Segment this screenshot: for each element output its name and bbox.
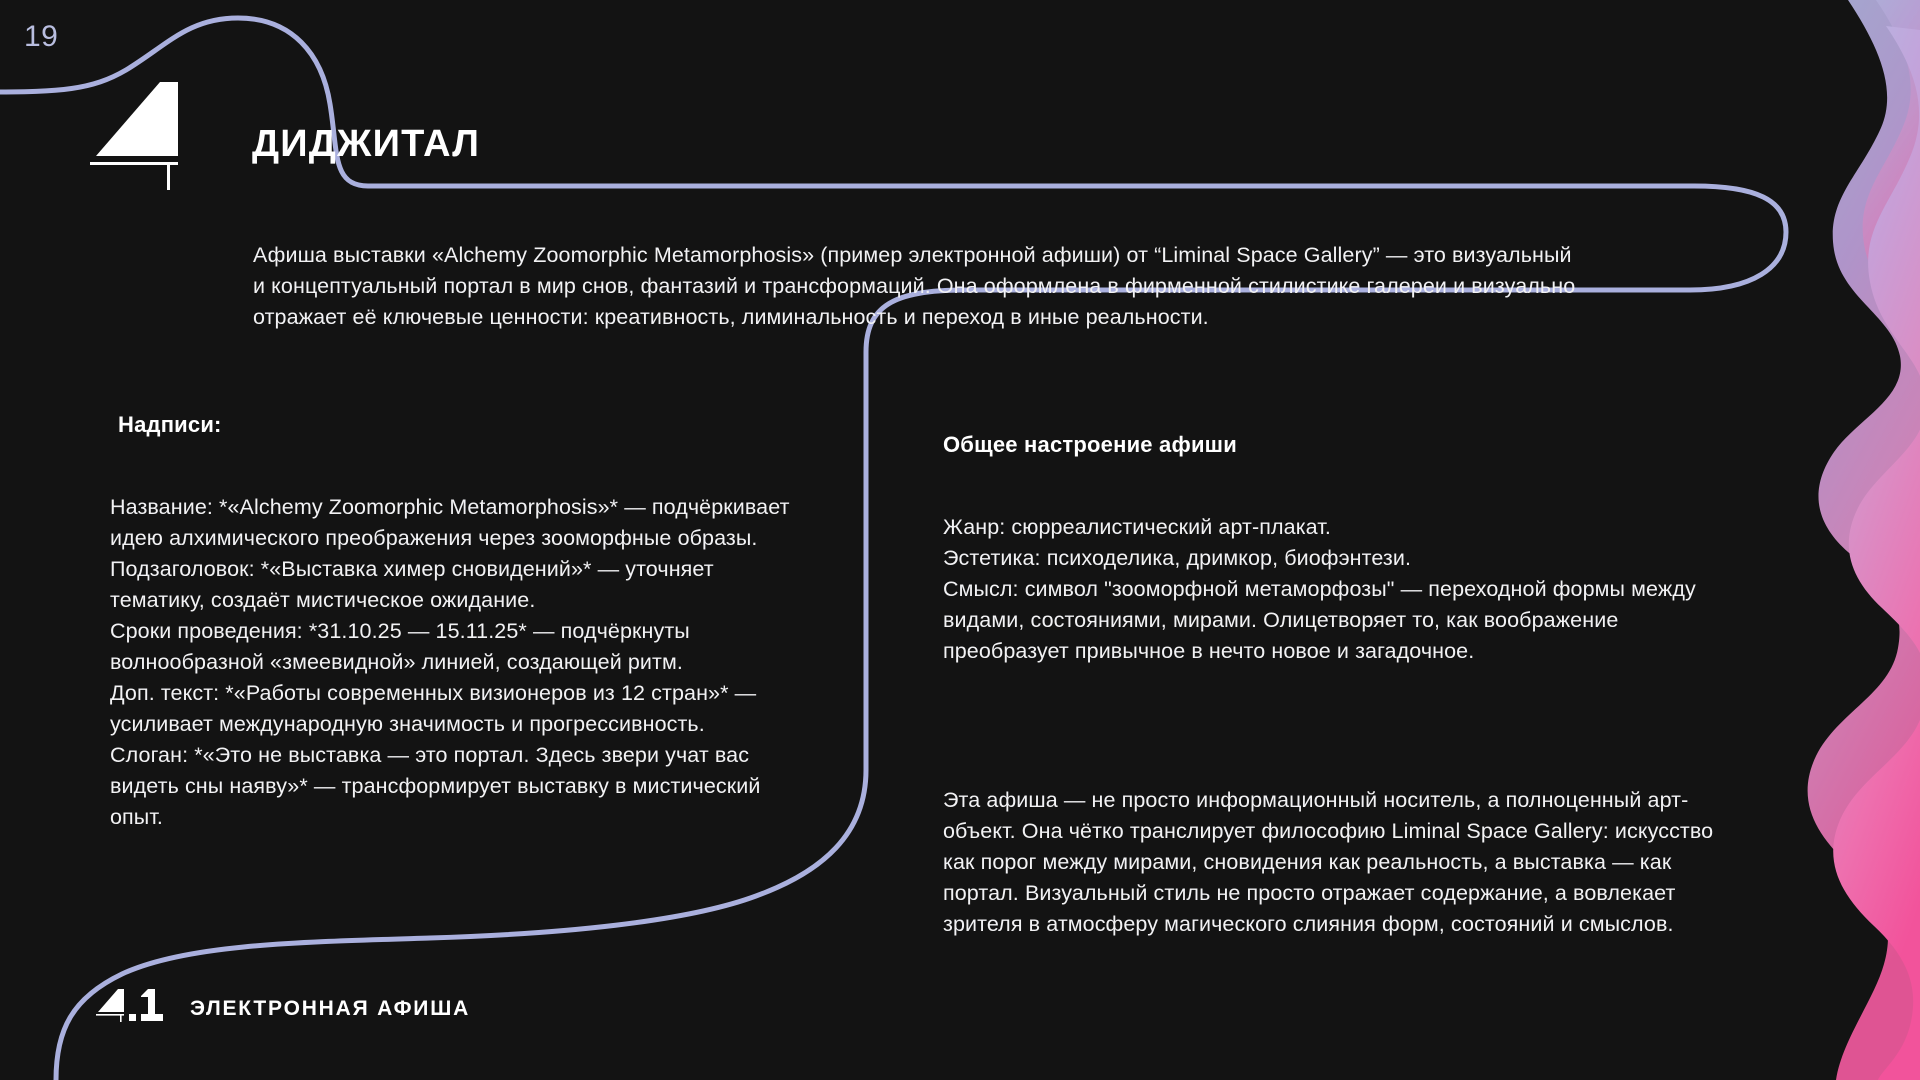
- right-column: [943, 432, 1723, 940]
- right-column-paragraph-2: Эта афиша — не просто информационный носитель, а полноценный арт-объект. Она чётко транслирует философию Liminal Space Gallery: искусство как порог между мирами, сновидения как реальность, а выставка — как портал. Визуальный стиль не просто отражает содержание, а вовлекает зрителя в атмосферу магического слияния форм, состояний и смыслов.: [943, 788, 1714, 936]
- footer: [96, 988, 470, 1022]
- footer-number-graphic: [96, 988, 168, 1022]
- section-numeral-graphic: [90, 78, 200, 190]
- column-spacer: [943, 667, 1723, 785]
- right-column-heading: Общее настроение афиши: [943, 432, 1237, 457]
- section-title: ДИДЖИТАЛ: [252, 123, 481, 166]
- gradient-blob-decoration: [1730, 0, 1920, 1080]
- footer-label: ЭЛЕКТРОННАЯ АФИША: [190, 997, 471, 1020]
- page-number: 19: [24, 20, 59, 53]
- left-column-paragraph: Название: *«Alchemy Zoomorphic Metamorphosis»* — подчёркивает идею алхимического преображения через зооморфные образы. Подзаголовок: *«Выставка химер сновидений»* — уточняет тематику, создаёт мистическое ожидание. Сроки проведения: *31.10.25 — 15.11.25* — подчёркнуты волнообразной «змеевидной» линией, создающей ритм. Доп. текст: *«Работы современных визионеров из 12 стран»* — усиливает международную значимость и прогрессивность. Слоган: *«Это не выставка — это портал. Здесь звери учат вас видеть сны наяву»* — трансформирует выставку в мистический опыт.: [110, 495, 790, 829]
- right-column-paragraph-1: Жанр: сюрреалистический арт-плакат. Эстетика: психоделика, дримкор, биофэнтези. Смысл: символ "зооморфной метаморфозы" — переходной формы между видами, состояниями, мирами. Олицетворяет то, как воображение преобразует привычное в нечто новое и загадочное.: [943, 515, 1696, 663]
- left-column: [110, 412, 810, 833]
- left-column-heading: Надписи:: [118, 412, 222, 437]
- intro-paragraph: Афиша выставки «Alchemy Zoomorphic Metamorphosis» (пример электронной афиши) от “Liminal Space Gallery” — это визуальный и концептуальный портал в мир снов, фантазий и трансформаций. Она оформлена в фирменной стилистике галереи и визуально отражает её ключевые ценности: креативность, лиминальность и переход в иные реальности.: [253, 242, 1576, 329]
